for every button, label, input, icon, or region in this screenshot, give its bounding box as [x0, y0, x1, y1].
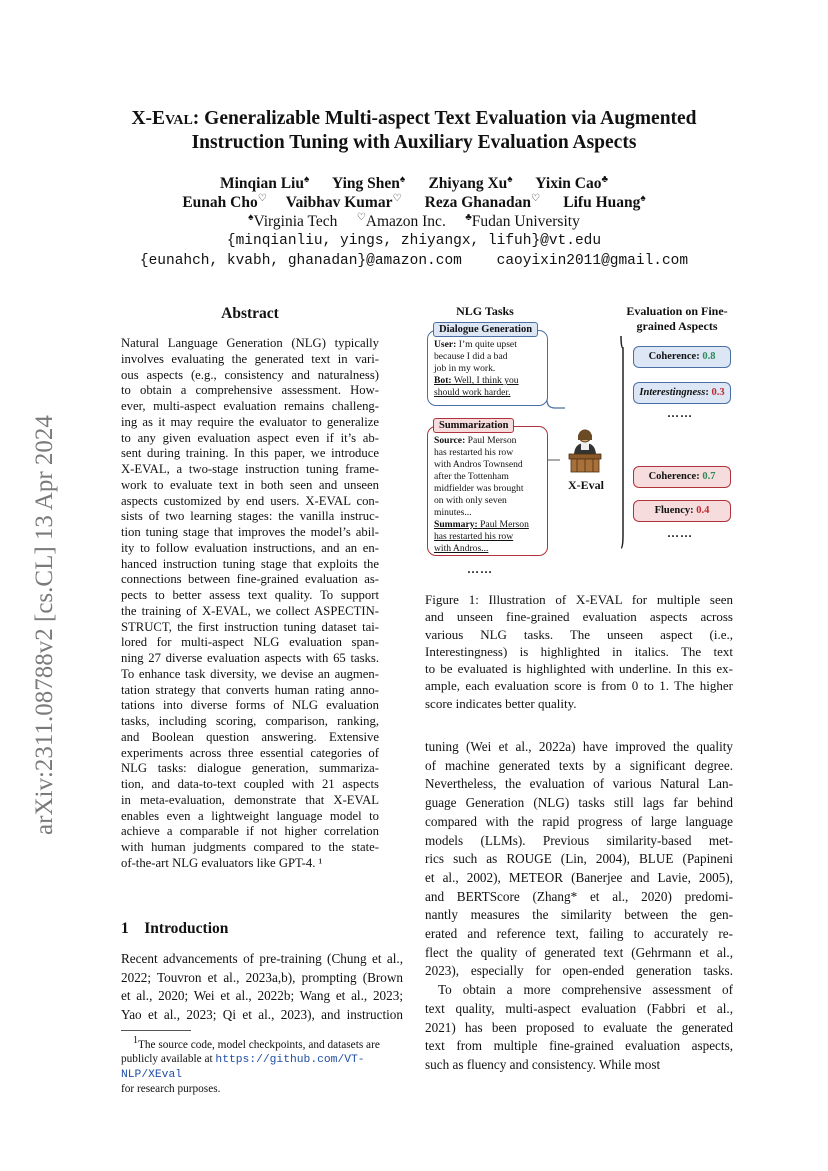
- text-line: nantly measures the similarity between the gen-: [425, 907, 733, 923]
- text-line: 2023), especially for open-ended generation tasks.: [425, 963, 733, 979]
- summarization-task-tag: Summarization: [433, 418, 514, 433]
- title-prefix: X-: [131, 108, 153, 129]
- title-line-2: Instruction Tuning with Auxiliary Evaluation Aspects: [191, 132, 637, 153]
- text-line: text quality, multi-aspect evaluation (Fabbri et al.,: [425, 1000, 733, 1016]
- figure-caption: [425, 591, 733, 712]
- text-line: with human judgments compared to the state-: [121, 840, 379, 854]
- author: Yixin Cao♣: [535, 174, 609, 193]
- affiliation: ♠Virginia Tech: [248, 212, 338, 231]
- text-line: such as fluency and consistency. While most: [425, 1056, 661, 1072]
- text-line: the training of X-EVAL, we collect ASPECTIN-: [121, 603, 379, 618]
- text-line: to obtain a comprehensive assessment. How-: [121, 383, 379, 398]
- footnote-text: The source code, model checkpoints, and datasets are: [138, 1038, 380, 1051]
- aspect-pill: Fluency: 0.4: [633, 500, 731, 522]
- model-label: X-Eval: [568, 478, 604, 492]
- text-line: tation strategy that converts human rating anno-: [121, 682, 379, 697]
- text-line: to be evaluated is highlighted with underline. In this ex-: [425, 661, 733, 677]
- text-line: in meta-evaluation, demonstrate that X-EVAL: [121, 792, 379, 807]
- paper-title: [100, 107, 728, 155]
- text-line: connections between fine-grained evaluation as-: [121, 572, 379, 587]
- text-line: et al., 2002), METEOR (Banerjee and Lavie, 2005),: [425, 869, 733, 885]
- text-line: To obtain a more comprehensive assessment of: [438, 982, 733, 998]
- title-eval: Eval: [152, 108, 193, 129]
- author: Eunah Cho♡: [182, 193, 267, 212]
- text-line: Yao et al., 2023; Qi et al., 2023), and instruction: [121, 1007, 403, 1023]
- text-line: 2022; Touvron et al., 2023a,b), prompting (Brown: [121, 969, 403, 985]
- text-line: ning 27 diverse evaluation aspects with 65 tasks.: [121, 651, 379, 665]
- figure-dots-top: ……: [667, 406, 693, 420]
- author: Minqian Liu♠: [219, 174, 310, 193]
- text-line: erated and reference text, failing to accurately re-: [425, 926, 733, 942]
- text-line: Natural Language Generation (NLG) typically: [121, 336, 379, 350]
- affiliation: ♣Fudan University: [465, 212, 580, 231]
- figure-1: [425, 300, 733, 590]
- text-line: tuning (Wei et al., 2022a) have improved the quality: [425, 739, 733, 754]
- text-line: text from multiple fine-grained evaluation aspects,: [425, 1038, 733, 1054]
- aspect-pill: Coherence: 0.8: [633, 346, 731, 368]
- intro-paragraph-right: [425, 738, 733, 1075]
- text-line: ample, each evaluation score is from 0 to 1. The higher: [425, 678, 733, 694]
- text-line: and BERTScore (Zhang* et al., 2020) predomi-: [425, 888, 733, 904]
- text-line: lored for multi-aspect NLG evaluation span-: [121, 635, 379, 650]
- title-line-1-rest: : Generalizable Multi-aspect Text Evaluation via Augmented: [192, 108, 697, 129]
- text-line: various NLG tasks. The unseen aspect (i.e.,: [425, 626, 733, 642]
- footnote-text: publicly available at: [121, 1052, 216, 1065]
- text-line: Nevertheless, the evaluation of various Natural Lan-: [425, 776, 733, 792]
- text-line: To enhance task diversity, we devise an augmen-: [121, 666, 379, 681]
- email-gmail: caoyixin2011@gmail.com: [496, 253, 689, 269]
- text-line: tion, and data-to-text coupled with 21 aspects: [121, 777, 379, 791]
- author: Vaibhav Kumar♡: [285, 193, 402, 212]
- text-line: aspects customized by end users. X-EVAL con-: [121, 493, 379, 508]
- arxiv-watermark: [20, 365, 70, 885]
- aspect-bracket: [621, 336, 623, 548]
- text-line: Figure 1: Illustration of X-EVAL for multiple seen: [425, 592, 733, 607]
- text-line: experiments across three essential categories of: [121, 745, 379, 760]
- text-line: ever, multi-aspect evaluation remains challeng-: [121, 399, 379, 413]
- text-line: tion tuning stage that improves the model’s abil-: [121, 525, 379, 539]
- email-line-2: [100, 253, 728, 269]
- email-amazon: {eunahch, kvabh, ghanadan}@amazon.com: [139, 253, 462, 269]
- text-line: et al., 2020; Wei et al., 2022b; Wang et al., 2023;: [121, 988, 403, 1004]
- section-title: Introduction: [144, 920, 229, 937]
- section-heading: [121, 920, 403, 938]
- author: Lifu Huang♠: [563, 193, 646, 212]
- dialogue-task-tag: Dialogue Generation: [433, 322, 538, 337]
- author: Zhiyang Xu♠: [428, 174, 513, 193]
- abstract-body: [121, 336, 379, 872]
- aspect-pill: Interestingness: 0.3: [633, 382, 731, 404]
- text-line: flect the quality of generated text (Gehrmann et al.,: [425, 944, 733, 960]
- text-line: NLG tasks: dialogue generation, summariza-: [121, 761, 379, 776]
- text-line: compared with the rapid progress of large language: [425, 813, 733, 829]
- text-line: ing as it may require the evaluator to generalize: [121, 414, 379, 429]
- figure-dots-bottom: ……: [667, 526, 693, 540]
- text-line: to any given evaluation aspect even if it’s ab-: [121, 430, 379, 445]
- text-line: STRUCT, the first instruction tuning dataset tai-: [121, 619, 379, 634]
- text-line: 2021) has been proposed to evaluate the generated: [425, 1019, 733, 1035]
- text-line: of-the-art NLG evaluators like GPT-4. ¹: [121, 855, 323, 870]
- title-line-1: [100, 107, 728, 131]
- email-line-1: {minqianliu, yings, zhiyangx, lifuh}@vt.edu: [226, 233, 602, 249]
- text-line: and Boolean question answering. Extensive: [121, 729, 379, 744]
- text-line: ity to follow evaluation instructions, and an en-: [121, 540, 379, 555]
- text-line: models (LLMs). Previous similarity-based met-: [425, 832, 733, 848]
- abstract-heading: Abstract: [221, 305, 279, 322]
- author-row-2: [100, 193, 728, 212]
- author-row-1: [100, 174, 728, 193]
- text-line: rics such as ROUGE (Lin, 2004), BLUE (Papineni: [425, 851, 733, 867]
- affiliation: ♡Amazon Inc.: [356, 212, 446, 231]
- aspect-pill: Coherence: 0.7: [633, 466, 731, 488]
- summarization-task-box: Source: Paul Merson has restarted his row with Andros Townsend after the Tottenham midfielder was brought on with only seven minutes... Summary: Paul Merson has restarted his row with Andros...: [427, 426, 548, 556]
- author: Reza Ghanadan♡: [424, 193, 541, 212]
- footnote-mark: 1: [133, 1035, 138, 1046]
- text-line: involves evaluating the generated text in vari-: [121, 351, 379, 366]
- text-line: work to evaluate text in both seen and unseen: [121, 477, 379, 492]
- section-number: 1: [121, 920, 129, 937]
- text-line: tations into diverse forms of NLG evaluation: [121, 698, 379, 713]
- footnote-link[interactable]: https://github.com/VT-NLP/XEval: [121, 1053, 365, 1081]
- text-line: pects to better assess text quality. To support: [121, 588, 379, 602]
- text-line: achieve a comparable if not higher correlation: [121, 824, 379, 839]
- figure-left-header: NLG Tasks: [456, 304, 514, 318]
- text-line: sists of two learning stages: the vanilla instruc-: [121, 509, 379, 524]
- footnote-text: for research purposes.: [121, 1082, 221, 1095]
- footnote: [121, 1034, 403, 1096]
- text-line: ous aspects (e.g., consistency and naturalness): [121, 367, 379, 382]
- author: Ying Shen♠: [331, 174, 406, 193]
- figure-right-header: Evaluation on Fine- grained Aspects: [626, 304, 728, 333]
- text-line: enables even a lightweight language model to: [121, 808, 379, 823]
- text-line: and unseen fine-grained evaluation aspects across: [425, 609, 733, 625]
- text-line: Interestingness) is highlighted in italics. The text: [425, 643, 733, 659]
- intro-paragraph-left: [121, 950, 403, 1025]
- connector-dialogue: [547, 350, 565, 408]
- figure-dots-left: ……: [467, 562, 493, 576]
- text-line: Recent advancements of pre-training (Chung et al.,: [121, 951, 403, 966]
- text-line: score indicates better quality.: [425, 695, 577, 711]
- footnote-rule: [121, 1030, 191, 1031]
- text-line: hanced instruction tuning stage that exploits the: [121, 556, 379, 571]
- text-line: tasks, including scoring, comparison, ranking,: [121, 714, 379, 728]
- affiliations: [100, 212, 728, 231]
- text-line: guage Generation (NLG) tasks still lags far behind: [425, 795, 733, 811]
- text-line: of machine generated texts by a significant degree.: [425, 757, 733, 773]
- dialogue-task-box: User: I’m quite upset because I did a bad job in my work. Bot: Well, I think you should work harder.: [427, 330, 548, 406]
- text-line: sent during training. In this paper, we introduce: [121, 446, 379, 461]
- judge-icon: [567, 428, 603, 474]
- text-line: X-EVAL, a two-stage instruction tuning frame-: [121, 462, 379, 476]
- arxiv-watermark-text: arXiv:2311.08788v2 [cs.CL] 13 Apr 2024: [31, 415, 58, 835]
